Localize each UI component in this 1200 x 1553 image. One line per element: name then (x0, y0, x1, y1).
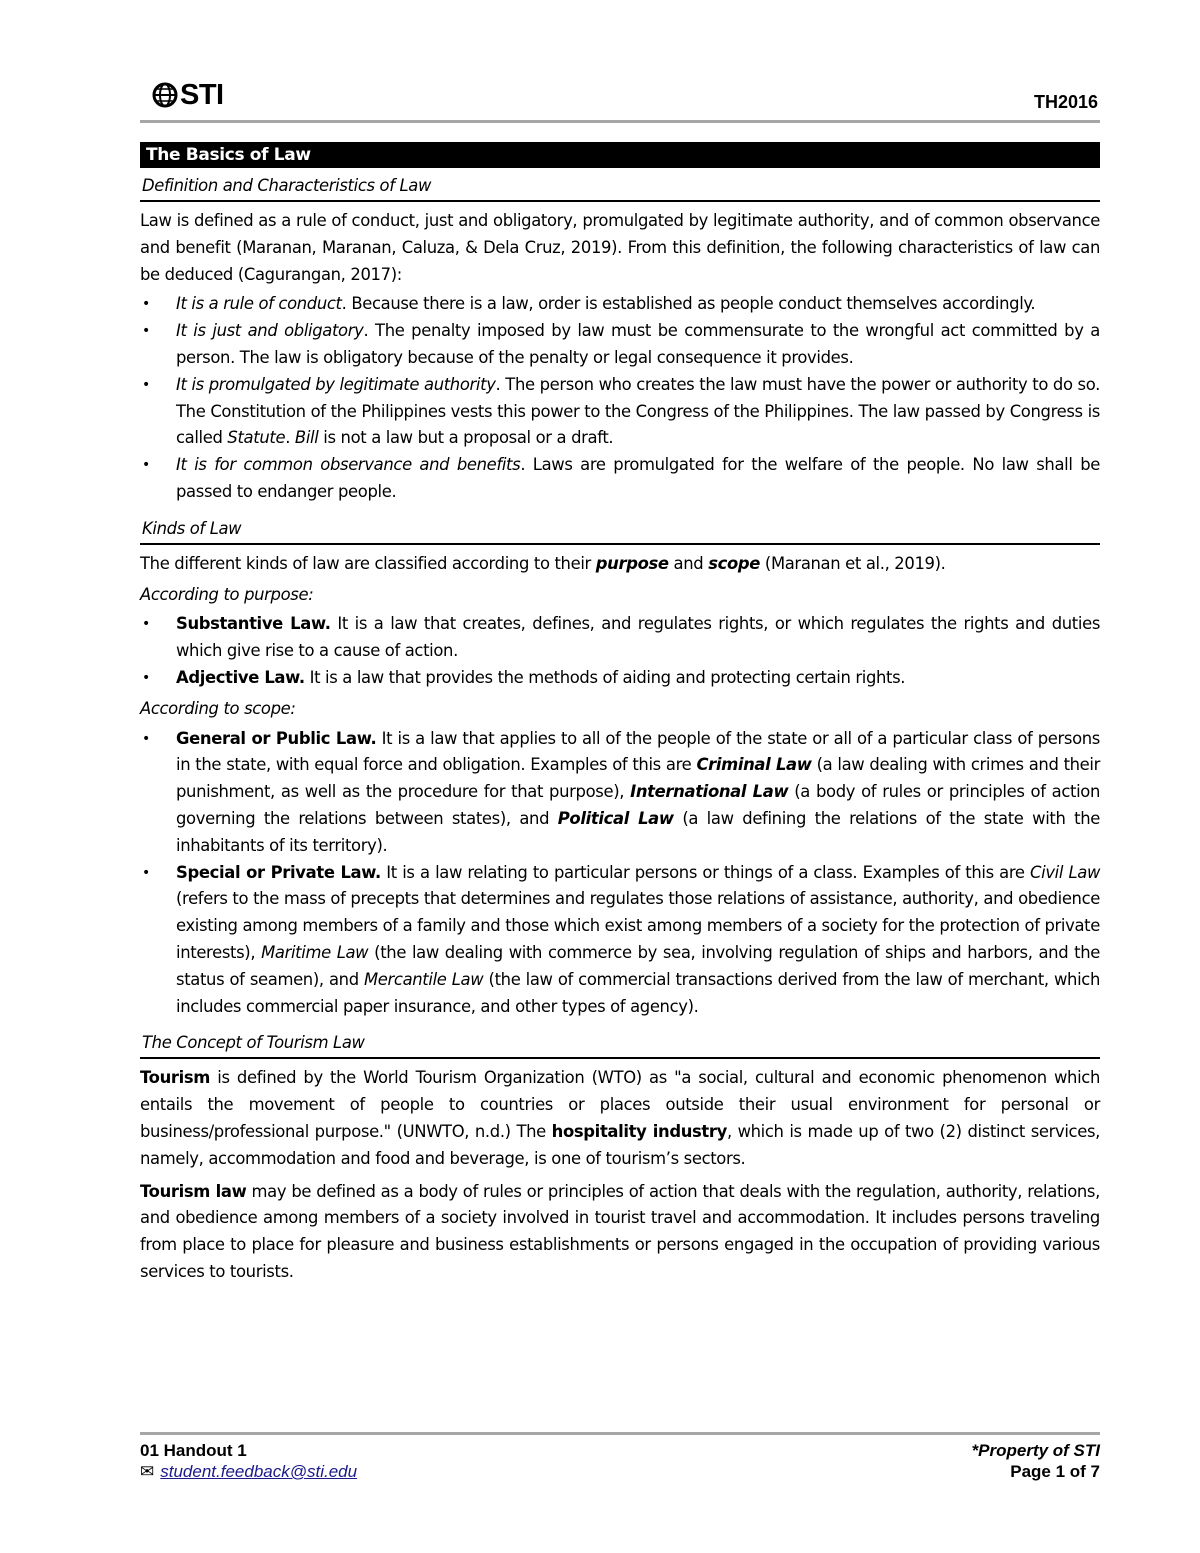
mail-icon: ✉ (140, 1462, 155, 1481)
list-item (140, 665, 1100, 692)
characteristic-lead: It is a rule of conduct (176, 294, 342, 314)
list-item (140, 318, 1100, 372)
example-term: Criminal Law (696, 755, 812, 775)
law-term: Substantive Law. (176, 614, 331, 634)
law-description: (a law dealing with crimes and their punishment, as well as the procedure for that purpose), (176, 755, 1101, 802)
hospitality-term: hospitality industry (551, 1121, 727, 1141)
bill-term: Bill (294, 428, 319, 448)
tourism-law-term: Tourism law (140, 1181, 247, 1201)
list-item (140, 291, 1100, 318)
example-term: Civil Law (1030, 862, 1101, 882)
kinds-intro (140, 551, 1100, 578)
kinds-intro-text: and (668, 553, 709, 573)
law-term: General or Public Law. (176, 728, 377, 748)
bullet-icon: • (142, 864, 150, 881)
document-code: TH2016 (1033, 92, 1098, 112)
handout-label: 01 Handout 1 (140, 1441, 247, 1460)
section-heading-kinds: Kinds of Law (140, 515, 1100, 545)
list-item (140, 611, 1100, 665)
example-term: Mercantile Law (364, 969, 484, 989)
scope-label: According to scope: (140, 698, 296, 718)
characteristic-text: . (285, 428, 295, 448)
characteristics-list (140, 291, 1100, 505)
statute-term: Statute (227, 428, 286, 448)
example-term: Maritime Law (261, 942, 369, 962)
characteristic-lead: It is for common observance and benefits (176, 455, 521, 475)
characteristic-text: . The person who creates the law must have the power or authority to do so. The Constitution of the Philippines vests this power to the Congress of the Philippines. The law passed by Congress is called (176, 374, 1100, 448)
purpose-term: purpose (595, 553, 669, 573)
feedback-contact (140, 1462, 357, 1482)
characteristic-lead: It is promulgated by legitimate authority (176, 374, 496, 394)
law-description: (a body of rules or principles of action governing the relations between states), and (176, 782, 1100, 828)
kinds-intro-text: (Maranan et al., 2019). (760, 553, 946, 573)
law-term: Adjective Law. (176, 667, 305, 687)
scope-list (140, 726, 1100, 1021)
logo-text: STI (180, 78, 224, 111)
list-item (140, 860, 1100, 1021)
bullet-icon: • (142, 376, 150, 393)
law-description: It is a law that provides the methods of aiding and protecting certain rights. (304, 667, 906, 687)
law-description: (refers to the mass of precepts that determines and regulates those relations of assistance, authority, and obedience existing among members of a family and those which exist among members of a society for the protection of private interests), (176, 889, 1100, 962)
document-body (140, 142, 1100, 1286)
law-description: It is a law relating to particular persons or things of a class. Examples of this are (380, 862, 1031, 882)
example-term: International Law (630, 782, 789, 802)
law-description: (the law of commercial transactions derived from the law of merchant, which includes commercial paper insurance, and other types of agency). (176, 969, 1100, 1016)
footer-divider (140, 1432, 1100, 1435)
kinds-intro-text: The different kinds of law are classified according to their (140, 553, 596, 573)
tourism-definition-paragraph (140, 1065, 1100, 1172)
globe-icon (152, 82, 178, 108)
bullet-icon: • (142, 669, 150, 686)
scope-term: scope (708, 553, 761, 573)
law-description: (the law dealing with commerce by sea, involving regulation of ships and harbors, and the status of seamen), and (176, 942, 1101, 989)
list-item (140, 452, 1100, 506)
list-item (140, 372, 1100, 452)
characteristic-text: is not a law but a proposal or a draft. (318, 428, 614, 448)
characteristic-text: . The penalty imposed by law must be commensurate to the wrongful act committed by a person. The law is obligatory because of the penalty or legal consequence it provides. (176, 321, 1100, 367)
law-description: It is a law that applies to all of the people of the state or all of a particular class of persons in the state, with equal force and obligation. Examples of this are (176, 728, 1100, 775)
example-term: Political Law (557, 808, 674, 828)
section-heading-tourism-law: The Concept of Tourism Law (140, 1029, 1100, 1059)
section-heading-definition: Definition and Characteristics of Law (140, 172, 1100, 202)
sti-logo (152, 78, 224, 112)
bullet-icon: • (142, 730, 150, 747)
law-description: It is a law that creates, defines, and regulates rights, or which regulates the rights and duties which give rise to a cause of action. (176, 614, 1101, 661)
characteristic-lead: It is just and obligatory (176, 321, 364, 341)
page-title: The Basics of Law (140, 142, 1100, 168)
characteristic-text: . Laws are promulgated for the welfare of the people. No law shall be passed to endanger people. (176, 455, 1100, 501)
definition-paragraph: Law is defined as a rule of conduct, just and obligatory, promulgated by legitimate authority, and of common observance and benefit (Maranan, Maranan, Caluza, & Dela Cruz, 2019). From this definition, the following characteristics of law can be deduced (Cagurangan, 2017): (140, 211, 1100, 284)
tourism-term: Tourism (140, 1068, 211, 1088)
law-term: Special or Private Law. (176, 862, 381, 882)
bullet-icon: • (142, 296, 150, 313)
law-description: (a law defining the relations of the state with the inhabitants of its territory). (176, 808, 1100, 855)
list-item (140, 726, 1100, 860)
paragraph-text: , which is made up of two (2) distinct services, namely, accommodation and food and beverage, is one of tourism’s sectors. (140, 1121, 1101, 1168)
bullet-icon: • (142, 323, 150, 340)
tourism-law-paragraph (140, 1179, 1100, 1286)
purpose-list (140, 611, 1100, 691)
page-number: Page 1 of 7 (1010, 1462, 1100, 1481)
header-divider (140, 120, 1100, 123)
property-notice: *Property of STI (971, 1441, 1100, 1460)
paragraph-text: is defined by the World Tourism Organization (WTO) as "a social, cultural and economic phenomenon which entails the movement of people to countries or places outside their usual environment for personal or business/professional purpose." (UNWTO, n.d.) The (140, 1068, 1100, 1141)
bullet-icon: • (142, 616, 150, 633)
paragraph-text: may be defined as a body of rules or principles of action that deals with the regulation, authority, relations, and obedience among members of a society involved in tourist travel and accommodation. It includes persons traveling from place to place for pleasure and business establishments or persons engaged in the occupation of providing various services to tourists. (140, 1181, 1100, 1281)
feedback-email-link[interactable]: student.feedback@sti.edu (160, 1462, 358, 1481)
purpose-label: According to purpose: (140, 584, 314, 604)
bullet-icon: • (142, 457, 150, 474)
characteristic-text: . Because there is a law, order is established as people conduct themselves accordingly. (341, 294, 1036, 314)
